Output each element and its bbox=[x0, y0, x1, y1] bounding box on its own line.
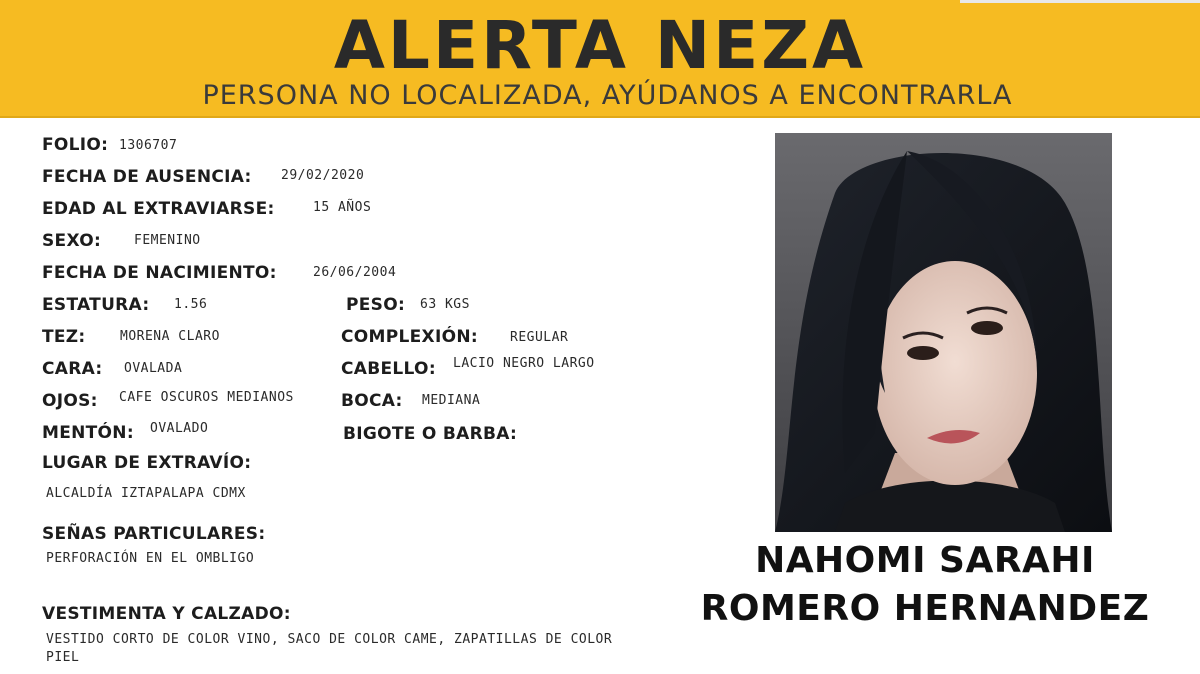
sexo-label: SEXO: bbox=[42, 231, 102, 251]
bigote-label: BIGOTE O BARBA: bbox=[343, 424, 518, 444]
cara-value: OVALADA bbox=[124, 361, 183, 376]
boca-value: MEDIANA bbox=[422, 393, 481, 408]
cabello-value: LACIO NEGRO LARGO bbox=[453, 356, 595, 371]
senas-value: PERFORACIÓN EN EL OMBLIGO bbox=[46, 551, 255, 566]
ojos-value: CAFE OSCUROS MEDIANOS bbox=[119, 390, 294, 405]
vestimenta-value-line2: PIEL bbox=[46, 650, 80, 665]
tez-value: MORENA CLARO bbox=[120, 329, 220, 344]
banner-subtitle: PERSONA NO LOCALIZADA, AYÚDANOS A ENCONTRARLA bbox=[202, 80, 1013, 111]
person-photo bbox=[775, 133, 1112, 532]
alert-banner bbox=[0, 0, 1200, 118]
person-name-line2: ROMERO HERNANDEZ bbox=[700, 588, 1150, 629]
estatura-value: 1.56 bbox=[174, 297, 208, 312]
person-name-line1: NAHOMI SARAHI bbox=[755, 540, 1095, 581]
folio-value: 1306707 bbox=[119, 138, 178, 153]
folio-label: FOLIO: bbox=[42, 135, 109, 155]
vestimenta-value-line1: VESTIDO CORTO DE COLOR VINO, SACO DE COLOR CAME, ZAPATILLAS DE COLOR bbox=[46, 632, 613, 647]
sexo-value: FEMENINO bbox=[134, 233, 201, 248]
menton-label: MENTÓN: bbox=[42, 423, 134, 443]
estatura-label: ESTATURA: bbox=[42, 295, 150, 315]
cara-label: CARA: bbox=[42, 359, 103, 379]
fecha-nacimiento-label: FECHA DE NACIMIENTO: bbox=[42, 263, 277, 283]
menton-value: OVALADO bbox=[150, 421, 209, 436]
edad-value: 15 AÑOS bbox=[313, 200, 372, 215]
senas-label: SEÑAS PARTICULARES: bbox=[42, 524, 266, 544]
complexion-label: COMPLEXIÓN: bbox=[341, 327, 478, 347]
edad-label: EDAD AL EXTRAVIARSE: bbox=[42, 199, 275, 219]
peso-value: 63 KGS bbox=[420, 297, 470, 312]
lugar-value: ALCALDÍA IZTAPALAPA CDMX bbox=[46, 486, 246, 501]
cabello-label: CABELLO: bbox=[341, 359, 436, 379]
fecha-ausencia-label: FECHA DE AUSENCIA: bbox=[42, 167, 252, 187]
banner-title: ALERTA NEZA bbox=[333, 7, 867, 84]
top-strip bbox=[960, 0, 1200, 3]
vestimenta-label: VESTIMENTA Y CALZADO: bbox=[42, 604, 291, 624]
ojos-label: OJOS: bbox=[42, 391, 98, 411]
lugar-label: LUGAR DE EXTRAVÍO: bbox=[42, 453, 252, 473]
tez-label: TEZ: bbox=[42, 327, 86, 347]
complexion-value: REGULAR bbox=[510, 330, 569, 345]
peso-label: PESO: bbox=[346, 295, 406, 315]
fecha-ausencia-value: 29/02/2020 bbox=[281, 168, 365, 183]
boca-label: BOCA: bbox=[341, 391, 403, 411]
fecha-nacimiento-value: 26/06/2004 bbox=[313, 265, 397, 280]
